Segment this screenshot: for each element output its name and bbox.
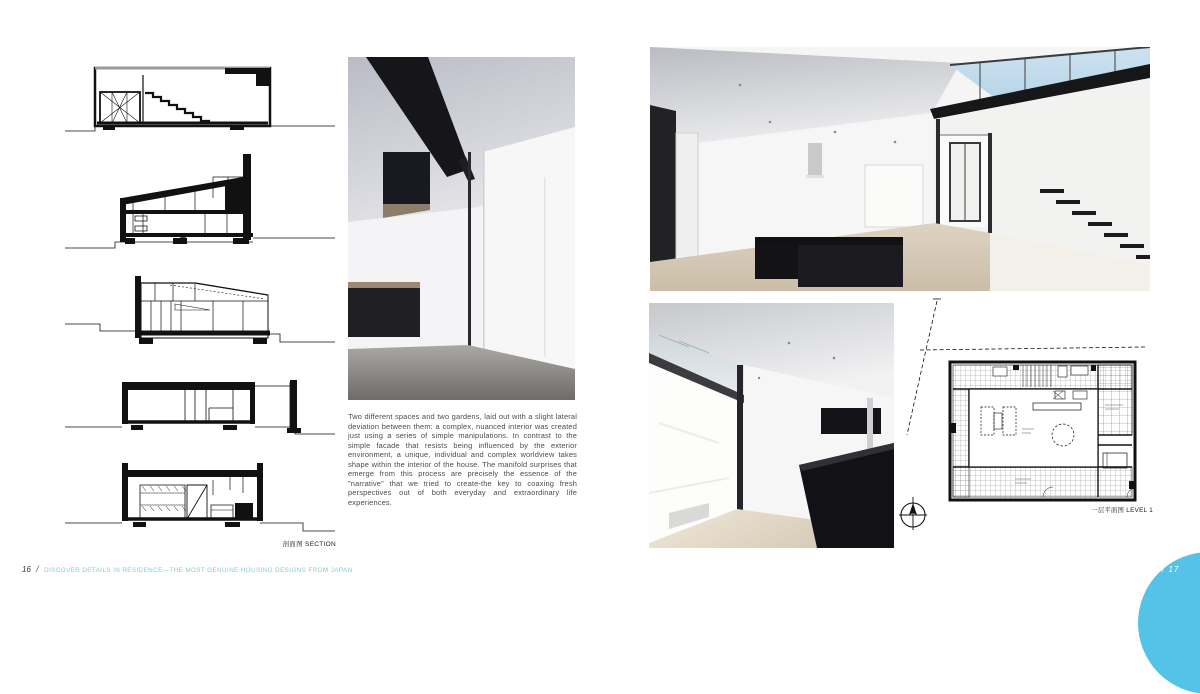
footer-left [22,564,353,574]
page-number-left: 16 [22,565,31,574]
page-indicator-circle [1138,552,1200,694]
body-paragraph: Two different spaces and two gardens, laid out with a slight lateral deviation between them: a complex, nuanced interior was created just using a series of simple manipulations. In contrast to the simple facade that resists being influenced by the exterior environment, a unique, individual and complex worldview takes shape within the interior of the house. The manifold surprises that emerge from this process are precisely the essence of the "narrative" that we tried to create-the key to coaxing fresh perspectives out of both everyday and extraordinary life experiences. [348,412,577,507]
section-caption: 剖面图 SECTION [282,541,336,548]
floor-plan-drawing [895,295,1165,530]
section-drawing-3 [65,268,335,364]
interior-photo-living-room [650,47,1150,291]
book-title: DISCOVER DETAILS IN RESIDENCE—THE MOST GENUINE HOUSING DESIGNS FROM JAPAN [44,567,353,574]
interior-photo-dining-kitchen [649,303,894,548]
footer-separator: / [36,564,39,574]
section-drawing-1 [65,57,335,152]
plan-caption: 一层平面图 LEVEL 1 [1091,507,1153,514]
section-drawing-2 [65,150,335,265]
interior-photo-hallway [348,57,575,400]
section-drawing-5 [65,455,335,547]
page-number-right: / 17 [1162,565,1180,574]
section-drawing-4 [65,368,335,456]
